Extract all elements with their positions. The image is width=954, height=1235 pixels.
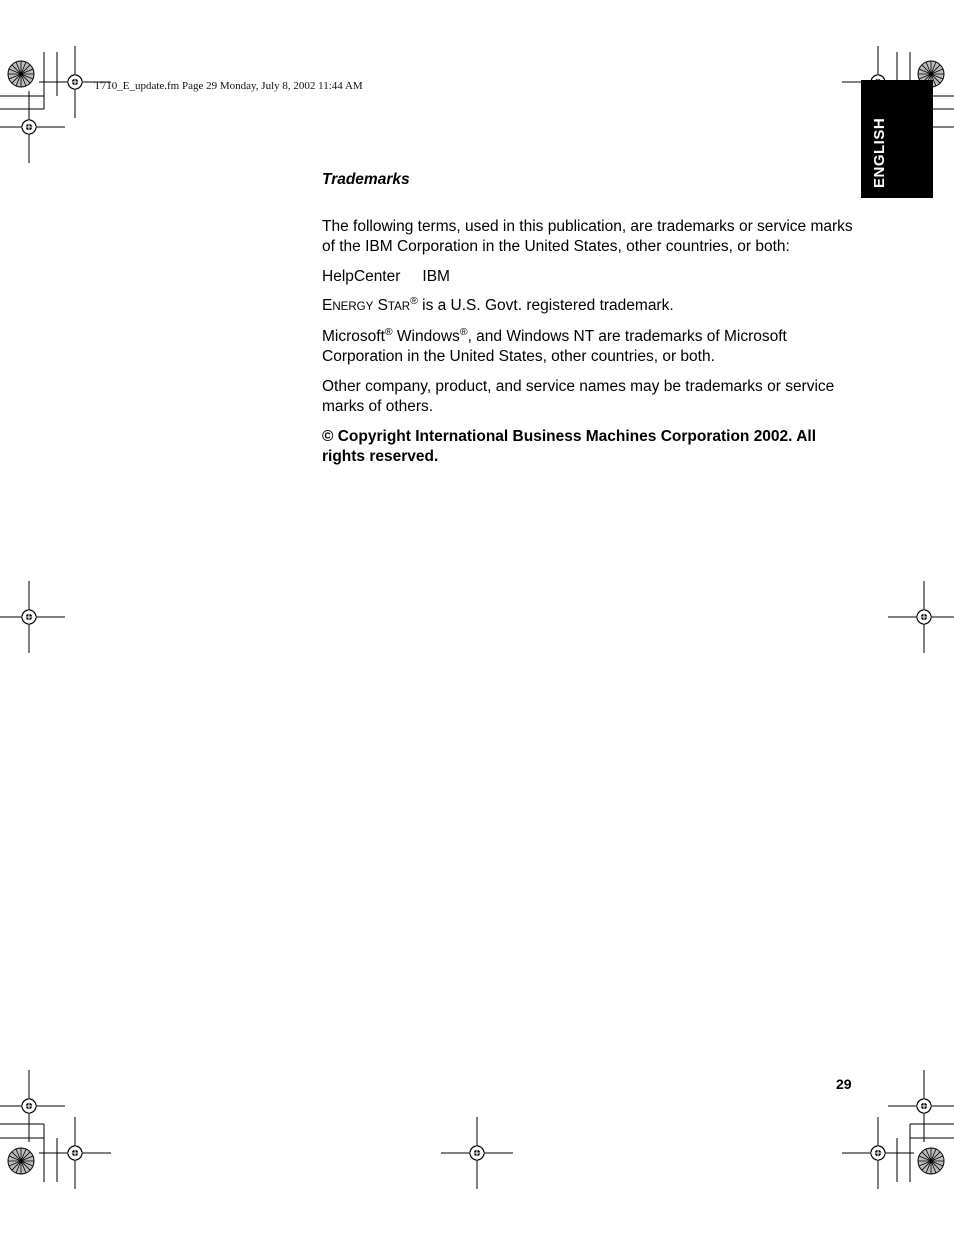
crosshair-icon: [0, 581, 65, 653]
copyright-notice: © Copyright International Business Machines Corporation 2002. All rights reserved.: [322, 427, 817, 465]
registration-star-icon: [918, 1148, 944, 1174]
crosshair-icon: [0, 91, 65, 163]
print-slug: T710_E_update.fm Page 29 Monday, July 8, 2002 11:44 AM: [94, 80, 363, 92]
crosshair-icon: [441, 1117, 513, 1189]
registered-mark: ®: [384, 325, 393, 338]
term-helpcenter: HelpCenter: [322, 267, 401, 285]
registered-mark: ®: [459, 325, 468, 338]
energy-star-statement: ENERGY STAR® is a U.S. Govt. registered trademark.: [322, 295, 674, 314]
language-tab-label: ENGLISH: [871, 117, 888, 188]
crosshair-icon: [0, 1070, 65, 1142]
crosshair-icon: [888, 581, 954, 653]
language-tab: [861, 80, 933, 198]
crosshair-icon: [842, 1117, 914, 1189]
trademark-terms: [322, 267, 862, 288]
microsoft-statement: Microsoft® Windows®, and Windows NT are trademarks of Microsoft Corporation in the United States, other countries, or both.: [322, 325, 787, 365]
registered-mark: ®: [410, 295, 418, 307]
page-number: 29: [836, 1076, 852, 1092]
page-content: [322, 170, 862, 477]
other-marks-statement: Other company, product, and service names may be trademarks or service marks of others.: [322, 377, 835, 415]
registration-star-icon: [8, 1148, 34, 1174]
term-ibm: IBM: [422, 267, 450, 285]
section-heading: Trademarks: [322, 171, 410, 188]
registration-star-icon: [8, 61, 34, 87]
trademark-intro: The following terms, used in this publication, are trademarks or service marks of the IBM Corporation in the United States, other countries, or both:: [322, 217, 853, 255]
crosshair-icon: [888, 1070, 954, 1142]
crosshair-icon: [39, 1117, 111, 1189]
